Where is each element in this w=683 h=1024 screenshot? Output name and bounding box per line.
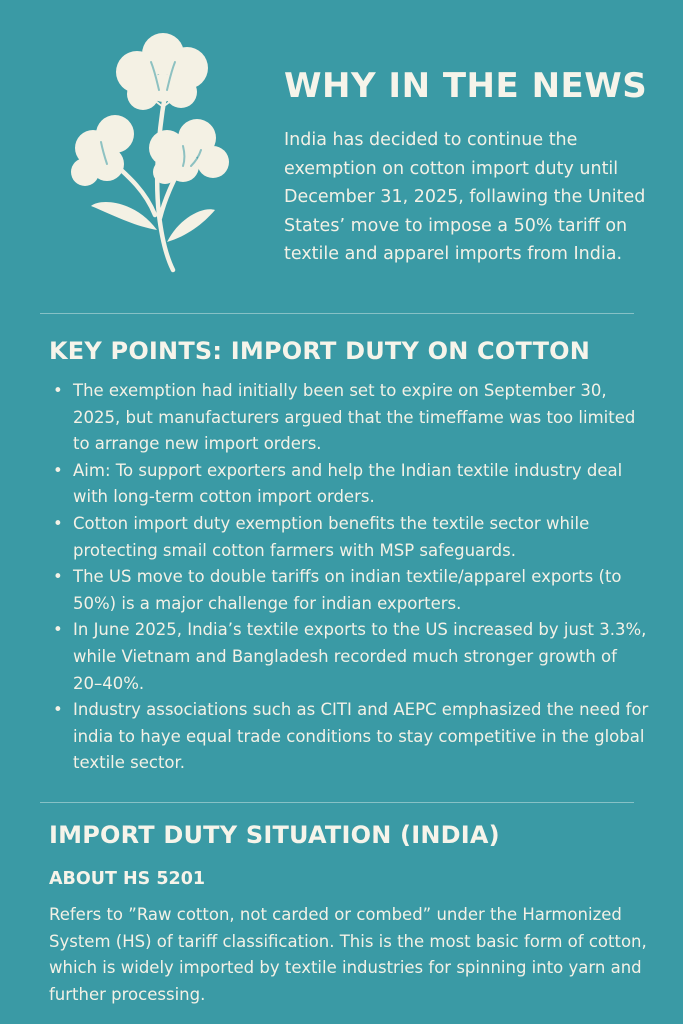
news-body: India has decided to continue the exemption on cotton import duty until December 31, 2025, follawing the United States’ move to impose a 50% tariff on textile and apparel imports from India.	[284, 130, 646, 265]
hs-description: Refers to ”Raw cotton, not carded or combed” under the Harmonized System (HS) of tariff classification. This is the most basic form of cotton, which is widely imported by textile industries for spinning into yarn and further processing.	[49, 905, 647, 1004]
bullet-icon: •	[53, 700, 63, 720]
list-item-text: Cotton import duty exemption benefits the textile sector while protecting smail cotton farmers with MSP safeguards.	[73, 513, 590, 560]
section-divider	[40, 313, 634, 314]
list-item-text: Aim: To support exporters and help the Indian textile industry deal with long-term cotton import orders.	[73, 460, 623, 507]
news-title: WHY IN THE NEWS	[284, 66, 648, 106]
list-item-text: The exemption had initially been set to expire on September 30, 2025, but manufacturers argued that the timeffame was too limited to arrange new import orders.	[73, 381, 636, 454]
list-item	[49, 617, 649, 697]
list-item	[49, 697, 649, 777]
list-item-text: The US move to double tariffs on indian textile/apparel exports (to 50%) is a major challenge for indian exporters.	[73, 567, 622, 613]
hs-subtitle: ABOUT HS 5201	[49, 869, 206, 889]
list-item	[49, 564, 649, 617]
bullet-icon: •	[53, 567, 63, 587]
bullet-icon: •	[53, 381, 63, 400]
key-points-title: KEY POINTS: IMPORT DUTY ON COTTON	[49, 337, 591, 365]
list-item	[49, 458, 649, 511]
section-divider	[40, 802, 634, 803]
bullet-icon: •	[53, 620, 63, 640]
list-item-text: Industry associations such as CITI and AEPC emphasized the need for india to haye equal trade conditions to stay competitive in the global textile sector.	[73, 700, 649, 773]
list-item-text: In June 2025, India’s textile exports to the US increased by just 3.3%, while Vietnam and Bangladesh recorded much stronger growth of 20–40%.	[73, 620, 647, 693]
key-points-list	[49, 378, 649, 777]
duty-situation-title: IMPORT DUTY SITUATION (INDIA)	[49, 821, 500, 849]
list-item	[49, 378, 649, 458]
cotton-plant-icon	[55, 30, 235, 280]
bullet-icon: •	[53, 460, 63, 480]
list-item	[49, 511, 649, 564]
bullet-icon: •	[53, 513, 63, 533]
